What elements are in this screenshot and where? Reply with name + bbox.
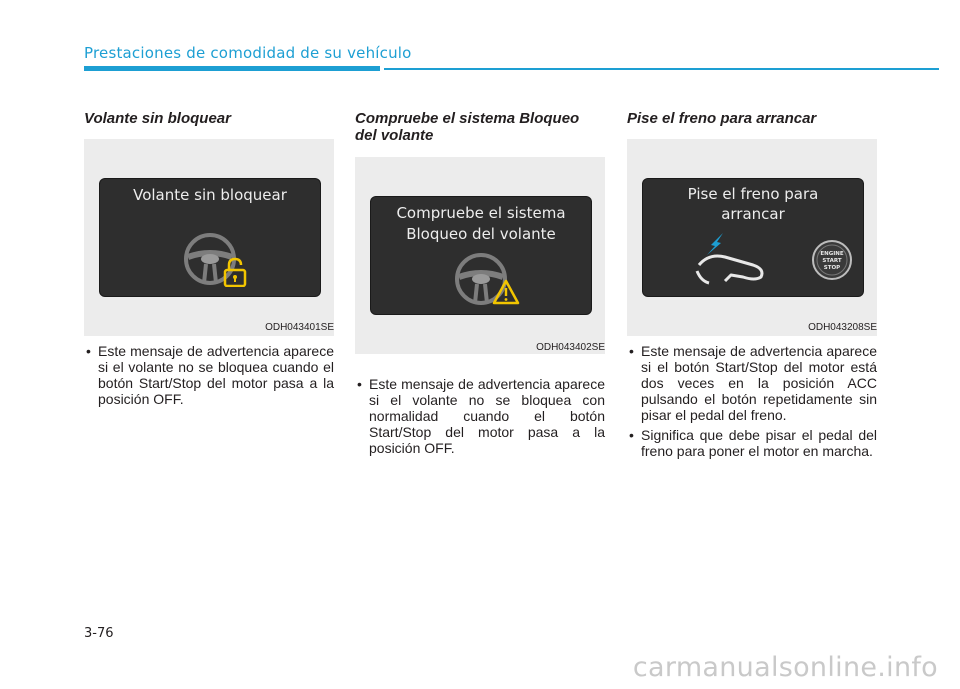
header-title: Prestaciones de comodidad de su vehículo xyxy=(84,44,412,62)
list-item: • Significa que debe pisar el pedal del freno para poner el motor en marcha. xyxy=(627,427,877,459)
cluster-screen xyxy=(371,197,591,314)
list-item: • Este mensaje de advertencia aparece si el botón Start/Stop del motor está dos veces en la posición ACC pulsando el botón repetidamente sin pisar el pedal del freno. xyxy=(627,343,877,423)
start-button-line-3: STOP xyxy=(823,265,841,271)
section-title: Compruebe el sistema Bloqueo del volante xyxy=(355,110,580,144)
cluster-screen xyxy=(643,179,863,296)
screen-message-line-1: Volante sin bloquear xyxy=(133,186,287,204)
section-title: Pise el freno para arrancar xyxy=(627,110,817,127)
header-bar-thick xyxy=(84,66,380,71)
start-button-line-1: ENGINE xyxy=(820,251,844,257)
cluster-display-figure xyxy=(355,157,605,354)
cluster-display-figure xyxy=(627,139,877,336)
list-item: • Este mensaje de advertencia aparece si el volante no se bloquea cuando el botón Start/Stop del motor pasa a la posición OFF. xyxy=(84,343,334,407)
figure-code: ODH043208SE xyxy=(808,322,877,333)
warning-triangle-icon xyxy=(492,279,520,305)
figure-code: ODH043402SE xyxy=(536,342,605,353)
bullet-list xyxy=(84,343,334,411)
cluster-screen xyxy=(100,179,320,296)
engine-start-stop-button-icon xyxy=(811,239,853,281)
screen-message-line-1: Pise el freno para xyxy=(687,185,819,203)
start-button-line-2: START xyxy=(822,258,842,264)
list-item: • Este mensaje de advertencia aparece si el volante no se bloquea con normalidad cuando el botón Start/Stop del motor pasa a la posición OFF. xyxy=(355,376,605,456)
watermark: carmanualsonline.info xyxy=(632,652,938,683)
screen-message-line-2: Bloqueo del volante xyxy=(406,225,556,243)
screen-message-line-2: arrancar xyxy=(721,205,785,223)
cluster-display-figure xyxy=(84,139,334,336)
unlocked-padlock-icon xyxy=(223,257,247,287)
bullet-list xyxy=(627,343,877,463)
bullet-list xyxy=(355,376,605,460)
screen-message-line-1: Compruebe el sistema xyxy=(396,204,566,222)
figure-code: ODH043401SE xyxy=(265,322,334,333)
section-pise-freno-arrancar xyxy=(627,110,877,459)
section-title: Volante sin bloquear xyxy=(84,110,231,127)
header-bar-thin xyxy=(384,68,939,70)
brake-pedal-icon xyxy=(695,231,795,289)
section-volante-sin-bloquear xyxy=(84,110,334,407)
page-number: 3-76 xyxy=(84,626,114,641)
section-compruebe-bloqueo-volante xyxy=(355,110,605,456)
